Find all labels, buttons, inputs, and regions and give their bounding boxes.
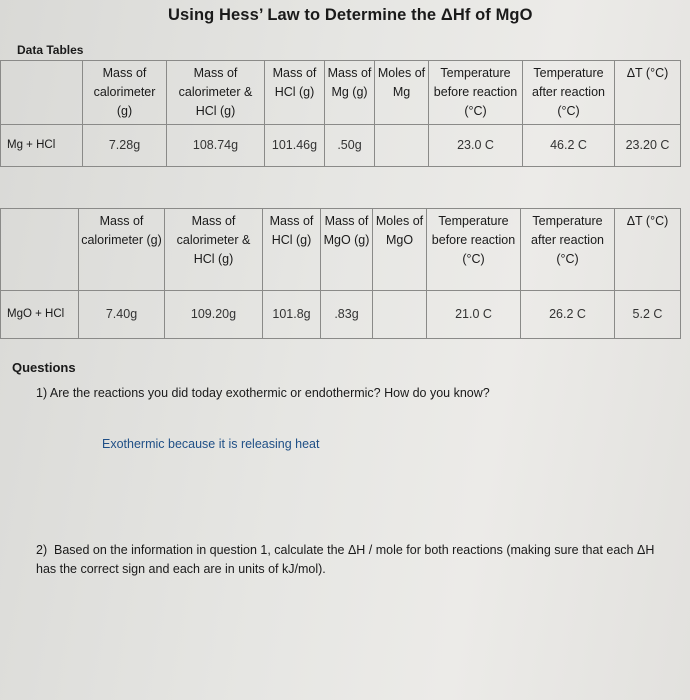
header-cell: Moles of Mg (375, 61, 429, 125)
question-2-text: Based on the information in question 1, calculate the ΔH / mole for both reactions (making sure that each ΔH has the correct sign and each are in units of kJ/mol). (36, 543, 655, 576)
row-label: Mg + HCl (1, 125, 83, 167)
header-cell: Mass of calorimeter & HCl (g) (165, 209, 263, 291)
value-cell: 46.2 C (523, 125, 615, 167)
header-cell (1, 209, 79, 291)
question-1: 1) Are the reactions you did today exothermic or endothermic? How do you know? (36, 386, 490, 400)
header-cell: Mass of MgO (g) (321, 209, 373, 291)
header-cell: ΔT (°C) (615, 61, 681, 125)
data-table-mg (0, 60, 681, 167)
value-cell: 7.28g (83, 125, 167, 167)
header-cell: ΔT (°C) (615, 209, 681, 291)
value-cell: 101.46g (265, 125, 325, 167)
value-cell (375, 125, 429, 167)
row-label: MgO + HCl (1, 291, 79, 339)
header-cell: Mass of HCl (g) (265, 61, 325, 125)
header-cell: Temperature after reaction (°C) (521, 209, 615, 291)
value-cell: 101.8g (263, 291, 321, 339)
value-cell: 7.40g (79, 291, 165, 339)
value-cell: 109.20g (165, 291, 263, 339)
value-cell (373, 291, 427, 339)
value-cell: 26.2 C (521, 291, 615, 339)
value-cell: .83g (321, 291, 373, 339)
page-title: Using Hess’ Law to Determine the ΔHf of MgO (168, 6, 533, 24)
value-cell: 108.74g (167, 125, 265, 167)
header-cell: Mass of Mg (g) (325, 61, 375, 125)
header-cell: Temperature before reaction (°C) (427, 209, 521, 291)
value-cell: 23.0 C (429, 125, 523, 167)
header-cell: Temperature after reaction (°C) (523, 61, 615, 125)
questions-heading: Questions (12, 360, 76, 375)
question-2-number: 2) (36, 543, 48, 557)
header-cell: Moles of MgO (373, 209, 427, 291)
header-cell: Mass of calorimeter (g) (83, 61, 167, 125)
data-tables-label: Data Tables (17, 43, 84, 57)
value-cell: 5.2 C (615, 291, 681, 339)
header-cell: Mass of HCl (g) (263, 209, 321, 291)
header-cell (1, 61, 83, 125)
question-2 (36, 541, 676, 579)
value-cell: 21.0 C (427, 291, 521, 339)
data-table-mgo (0, 208, 681, 339)
answer-1: Exothermic because it is releasing heat (102, 437, 320, 451)
header-cell: Mass of calorimeter & HCl (g) (167, 61, 265, 125)
header-cell: Mass of calorimeter (g) (79, 209, 165, 291)
header-cell: Temperature before reaction (°C) (429, 61, 523, 125)
value-cell: .50g (325, 125, 375, 167)
value-cell: 23.20 C (615, 125, 681, 167)
